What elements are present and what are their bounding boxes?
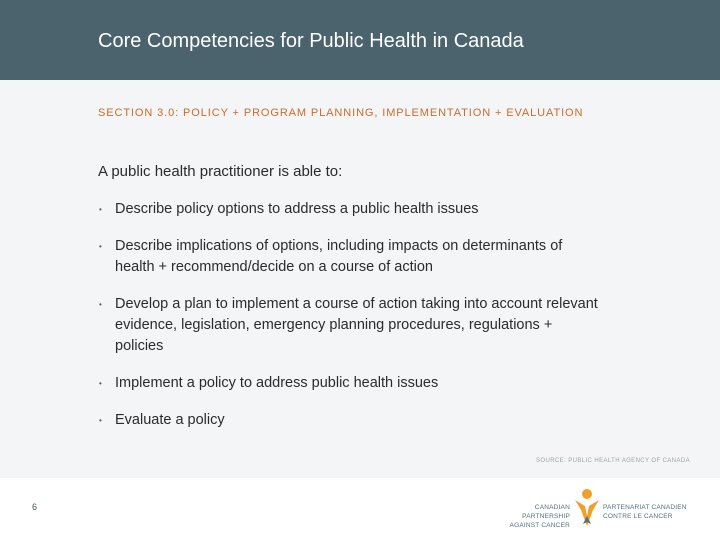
slide-title: Core Competencies for Public Health in Canada [98, 30, 524, 52]
competency-list [98, 199, 598, 447]
logo-text-en-line1: CANADIAN PARTNERSHIP [522, 504, 570, 520]
source-note: SOURCE: PUBLIC HEALTH AGENCY OF CANADA [536, 458, 691, 464]
page-number: 6 [32, 502, 38, 512]
list-item-text: Implement a policy to address public health issues [115, 375, 439, 391]
list-item [98, 294, 598, 357]
list-item [98, 199, 598, 220]
bullet-icon: • [99, 416, 102, 425]
bullet-icon: • [99, 205, 102, 214]
logo-text-en [488, 503, 570, 530]
list-item [98, 373, 598, 394]
logo-text-fr-line1: PARTENARIAT CANADIEN [603, 504, 687, 511]
list-item-text: Evaluate a policy [115, 412, 225, 428]
bullet-icon: • [99, 379, 102, 388]
bullet-icon: • [99, 242, 102, 251]
logo-text-en-line2: AGAINST CANCER [509, 522, 570, 529]
lead-sentence: A public health practitioner is able to: [98, 163, 343, 180]
list-item-text: Describe policy options to address a public health issues [115, 201, 479, 217]
list-item-text: Describe implications of options, including impacts on determinants of health + recommend/decide on a course of action [115, 238, 563, 275]
section-label: SECTION 3.0: POLICY + PROGRAM PLANNING, IMPLEMENTATION + EVALUATION [98, 107, 584, 119]
logo-text-fr [603, 503, 693, 521]
list-item [98, 236, 598, 278]
bullet-icon: • [99, 300, 102, 309]
content-panel [0, 80, 720, 478]
header-bar [0, 0, 720, 80]
logo-text-fr-line2: CONTRE LE CANCER [603, 513, 673, 520]
list-item [98, 410, 598, 431]
list-item-text: Develop a plan to implement a course of action taking into account relevant evidence, legislation, emergency planning procedures, regulations + policies [115, 296, 598, 354]
partnership-logo [488, 488, 688, 528]
logo-mark-icon [573, 488, 601, 528]
